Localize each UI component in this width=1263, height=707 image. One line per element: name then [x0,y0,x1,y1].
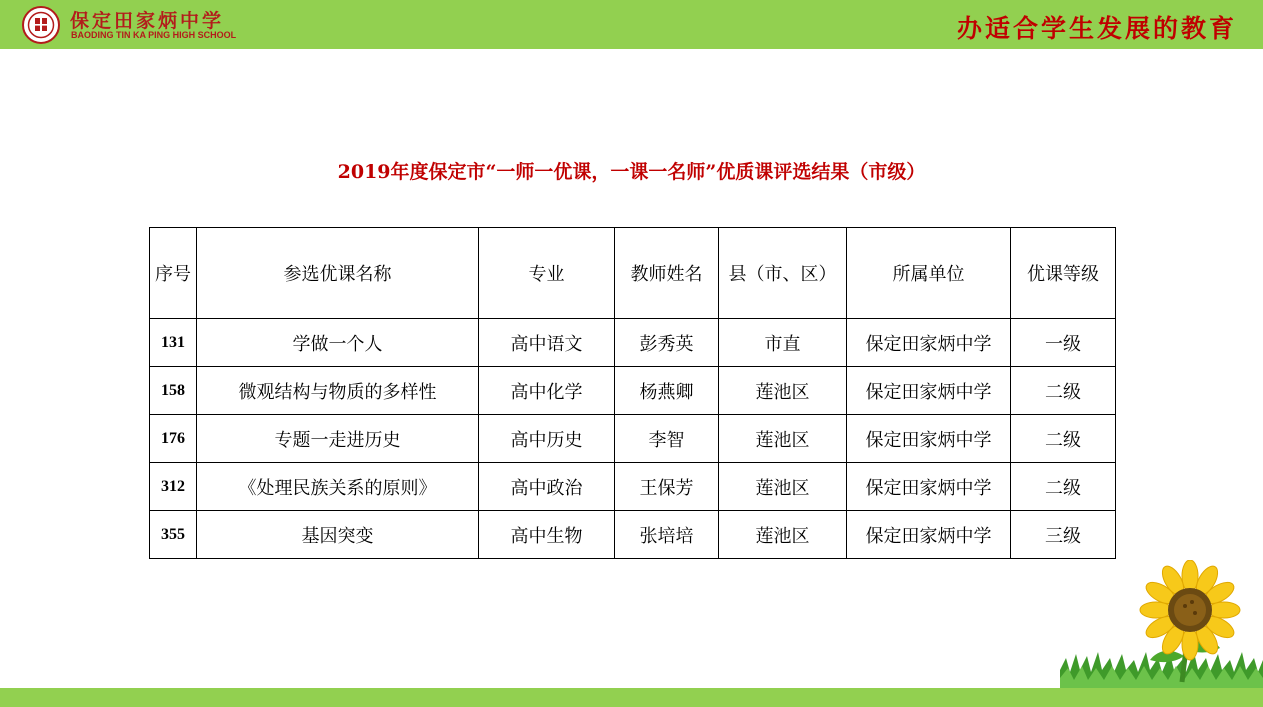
cell-unit: 保定田家炳中学 [847,463,1011,511]
cell-subject: 高中政治 [479,463,615,511]
header-teacher: 教师姓名 [615,228,719,319]
table-header-row [150,228,1116,319]
table-row [150,319,1116,367]
cell-teacher: 王保芳 [615,463,719,511]
cell-teacher: 彭秀英 [615,319,719,367]
cell-district: 莲池区 [719,463,847,511]
cell-subject: 高中历史 [479,415,615,463]
cell-level: 一级 [1011,319,1116,367]
table-row [150,415,1116,463]
school-name-en: BAODING TIN KA PING HIGH SCHOOL [71,30,237,40]
cell-district: 莲池区 [719,511,847,559]
cell-serial: 176 [150,415,197,463]
school-name-cn: 保定田家炳中学 [70,10,225,32]
cell-unit: 保定田家炳中学 [847,367,1011,415]
cell-subject: 高中生物 [479,511,615,559]
school-motto: 办适合学生发展的教育 [956,14,1237,43]
cell-unit: 保定田家炳中学 [847,415,1011,463]
cell-level: 二级 [1011,463,1116,511]
cell-course-name: 专题一走进历史 [197,415,479,463]
cell-level: 三级 [1011,511,1116,559]
header-unit: 所属单位 [847,228,1011,319]
cell-unit: 保定田家炳中学 [847,319,1011,367]
cell-level: 二级 [1011,415,1116,463]
cell-serial: 312 [150,463,197,511]
header-course-name: 参选优课名称 [197,228,479,319]
cell-teacher: 杨燕卿 [615,367,719,415]
cell-course-name: 微观结构与物质的多样性 [197,367,479,415]
school-logo-icon [22,6,60,44]
table-row [150,367,1116,415]
table-row [150,463,1116,511]
header-level: 优课等级 [1011,228,1116,319]
header-serial: 序号 [150,228,197,319]
cell-course-name: 《处理民族关系的原则》 [197,463,479,511]
cell-teacher: 张培培 [615,511,719,559]
cell-serial: 158 [150,367,197,415]
header-bar [0,0,1263,49]
cell-district: 莲池区 [719,415,847,463]
cell-course-name: 学做一个人 [197,319,479,367]
page-title: 2019年度保定市“一师一优课，一课一名师”优质课评选结果（市级） [337,161,926,183]
cell-unit: 保定田家炳中学 [847,511,1011,559]
header-district: 县（市、区） [719,228,847,319]
header-subject: 专业 [479,228,615,319]
sunflower-icon [1060,560,1263,690]
cell-serial: 355 [150,511,197,559]
cell-district: 市直 [719,319,847,367]
cell-teacher: 李智 [615,415,719,463]
cell-subject: 高中语文 [479,319,615,367]
cell-level: 二级 [1011,367,1116,415]
footer-bar [0,688,1263,707]
results-table [149,227,1116,559]
cell-subject: 高中化学 [479,367,615,415]
cell-serial: 131 [150,319,197,367]
table-row [150,511,1116,559]
cell-course-name: 基因突变 [197,511,479,559]
cell-district: 莲池区 [719,367,847,415]
